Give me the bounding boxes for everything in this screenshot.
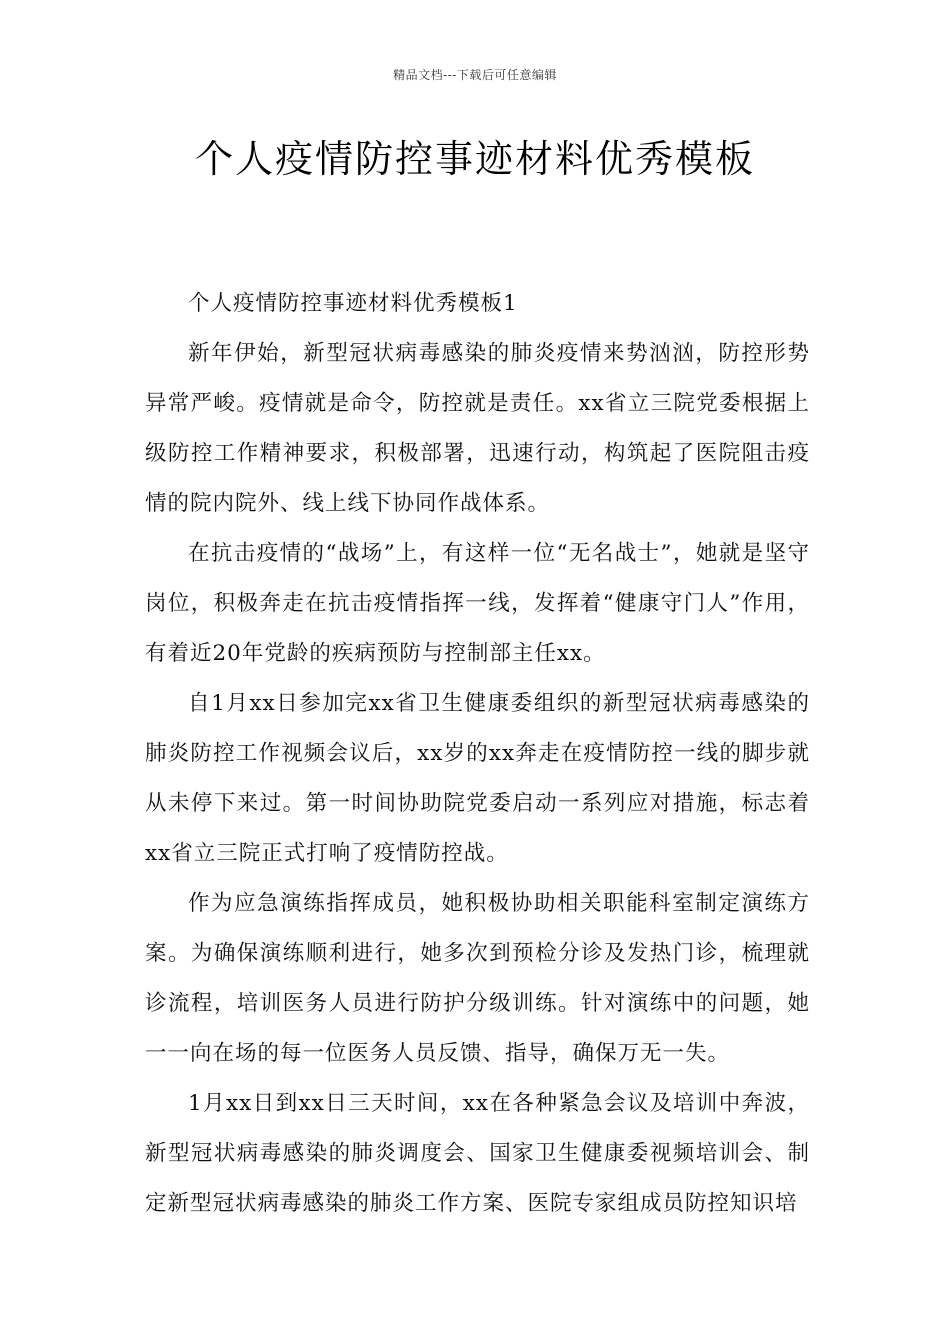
paragraph: 新年伊始，新型冠状病毒感染的肺炎疫情来势汹汹，防控形势异常严峻。疫情就是命令，防控就是责任。xx省立三院党委根据上级防控工作精神要求，积极部署，迅速行动，构筑起了医院阻击疫情的院内院外、线上线下协同作战体系。: [145, 341, 810, 516]
document-title: 个人疫情防控事迹材料优秀模板: [194, 137, 755, 181]
paragraph: 作为应急演练指挥成员，她积极协助相关职能科室制定演练方案。为确保演练顺利进行，她多次到预检分诊及发热门诊，梳理就诊流程，培训医务人员进行防护分级训练。针对演练中的问题，她一一向在场的每一位医务人员反馈、指导，确保万无一失。: [145, 891, 810, 1066]
paragraph: 1月xx日到xx日三天时间，xx在各种紧急会议及培训中奔波，新型冠状病毒感染的肺炎调度会、国家卫生健康委视频培训会、制定新型冠状病毒感染的肺炎工作方案、医院专家组成员防控知识培: [145, 1091, 810, 1216]
paragraph: 自1月xx日参加完xx省卫生健康委组织的新型冠状病毒感染的肺炎防控工作视频会议后，xx岁的xx奔走在疫情防控一线的脚步就从未停下来过。第一时间协助院党委启动一系列应对措施，标志着xx省立三院正式打响了疫情防控战。: [145, 691, 810, 866]
section-subtitle: 个人疫情防控事迹材料优秀模板1: [188, 291, 518, 316]
document-body: [145, 279, 810, 1229]
header-note: 精品文档---下载后可任意编辑: [393, 68, 557, 82]
paragraph: 在抗击疫情的“战场”上，有这样一位“无名战士”，她就是坚守岗位，积极奔走在抗击疫情指挥一线，发挥着“健康守门人”作用，有着近20年党龄的疾病预防与控制部主任xx。: [145, 541, 810, 666]
